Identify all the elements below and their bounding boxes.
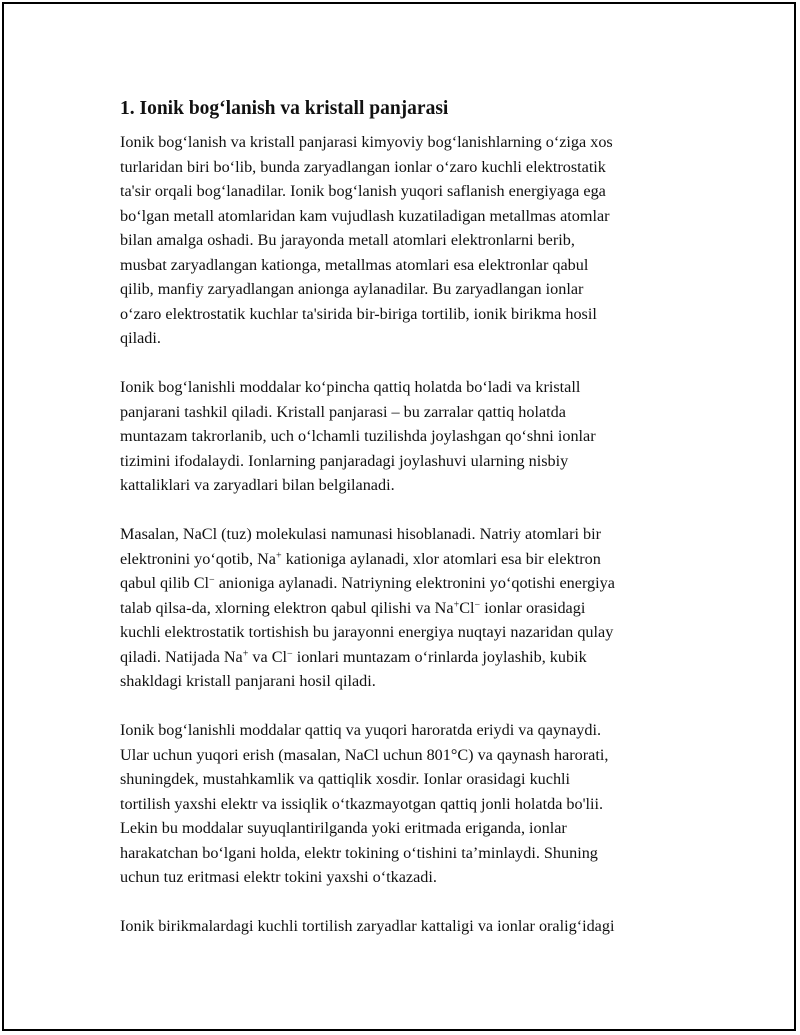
text-line: bo‘lgan metall atomlaridan kam vujudlash kuzatiladigan metallmas atomlar — [120, 206, 610, 225]
text-run: shakldagi kristall panjarani hosil qiladi. — [120, 672, 376, 690]
text-run: ionlari muntazam o‘rinlarda joylashib, kubik — [292, 647, 587, 666]
ion-charge: − — [209, 574, 215, 586]
text-run: Cl — [459, 598, 475, 617]
text-line: Ular uchun yuqori erish (masalan, NaCl uchun 801°C) va qaynash harorati, — [120, 745, 609, 764]
text-line: turlaridan biri bo‘lib, bunda zaryadlangan ionlar o‘zaro kuchli elektrostatik — [120, 157, 606, 176]
paragraph-crystal-lattice — [120, 375, 692, 498]
section-heading: 1. Ionik bog‘lanish va kristall panjarasi — [120, 98, 449, 119]
ion-charge: + — [276, 550, 282, 561]
text-line: Ionik bog‘lanishli moddalar ko‘pincha qattiq holatda bo‘ladi va kristall — [120, 378, 581, 396]
text-run: elektronini yo‘qotib, Na — [120, 549, 276, 568]
text-line: qilib, manfiy zaryadlangan anionga aylanadilar. Bu zaryadlangan ionlar — [120, 280, 584, 298]
paragraph-attraction — [120, 914, 692, 939]
text-line: uchun tuz eritmasi elektr tokini yaxshi o‘tkazadi. — [120, 868, 437, 886]
text-line — [120, 571, 692, 596]
text-line: Ionik birikmalardagi kuchli tortilish zaryadlar kattaligi va ionlar oralig‘idagi — [120, 917, 615, 935]
text-line: tizimini ifodalaydi. Ionlarning panjaradagi joylashuvi ularning nisbiy — [120, 451, 569, 470]
text-line: panjarani tashkil qiladi. Kristall panjarasi – bu zarralar qattiq holatda — [120, 402, 566, 421]
text-run: kuchli elektrostatik tortishish bu jarayonni energiya nuqtayi nazaridan qulay — [120, 623, 614, 641]
paragraph-nacl-example — [120, 522, 692, 694]
text-line — [120, 547, 692, 572]
text-line: Ionik bog‘lanishli moddalar qattiq va yuqori haroratda eriydi va qaynaydi. — [120, 721, 601, 739]
text-run: qiladi. Natijada Na — [120, 647, 243, 666]
text-run: kationiga aylanadi, xlor atomlari esa bir elektron — [281, 549, 601, 568]
ion-charge: − — [287, 648, 293, 659]
ion-charge: + — [242, 648, 249, 659]
text-line: harakatchan bo‘lgani holda, elektr tokining o‘tishini ta’minlaydi. Shuning — [120, 843, 598, 862]
text-line: kattaliklari va zaryadlari bilan belgilanadi. — [120, 476, 395, 494]
text-line: musbat zaryadlangan kationga, metallmas atomlari esa elektronlar qabul — [120, 255, 589, 274]
text-run: anioniga aylanadi. Natriyning elektronini yo‘qotishi energiya — [214, 574, 615, 592]
page-frame — [2, 2, 796, 1031]
text-run: ionlar orasidagi — [480, 598, 586, 617]
text-line: o‘zaro elektrostatik kuchlar ta'sirida bir-biriga tortilib, ionik birikma hosil — [120, 304, 597, 323]
document-body — [120, 96, 692, 963]
text-run: talab qilsa-da, xlorning elektron qabul qilishi va Na — [120, 598, 454, 617]
text-line: tortilish yaxshi elektr va issiqlik o‘tkazmayotgan qattiq jonli holatda bo'lii. — [120, 794, 604, 813]
text-line: qiladi. — [120, 329, 161, 347]
ion-charge: − — [474, 599, 481, 610]
text-line — [120, 522, 692, 547]
text-line — [120, 596, 692, 621]
text-line: Lekin bu moddalar suyuqlantirilganda yoki eritmada eriganda, ionlar — [120, 819, 567, 837]
text-line: muntazam takrorlanib, uch o‘lchamli tuzilishda joylashgan qo‘shni ionlar — [120, 427, 596, 445]
text-line — [120, 645, 692, 670]
text-line: ta'sir orqali bog‘lanadilar. Ionik bog‘lanish yuqori saflanish energiyaga ega — [120, 182, 606, 200]
text-line — [120, 669, 692, 694]
text-line: Ionik bog‘lanish va kristall panjarasi kimyoviy bog‘lanishlarning o‘ziga xos — [120, 133, 613, 151]
text-run: va Cl — [248, 647, 288, 666]
ion-charge: + — [453, 599, 460, 610]
text-run: Masalan, NaCl (tuz) molekulasi namunasi hisoblanadi. Natriy atomlari bir — [120, 525, 602, 543]
text-line — [120, 620, 692, 645]
paragraph-ionic-bonding — [120, 130, 692, 351]
text-line: bilan amalga oshadi. Bu jarayonda metall atomlari elektronlarni berib, — [120, 231, 575, 249]
paragraph-properties — [120, 718, 692, 890]
text-line: shuningdek, mustahkamlik va qattiqlik xosdir. Ionlar orasidagi kuchli — [120, 770, 571, 788]
text-run: qabul qilib Cl — [120, 574, 210, 592]
